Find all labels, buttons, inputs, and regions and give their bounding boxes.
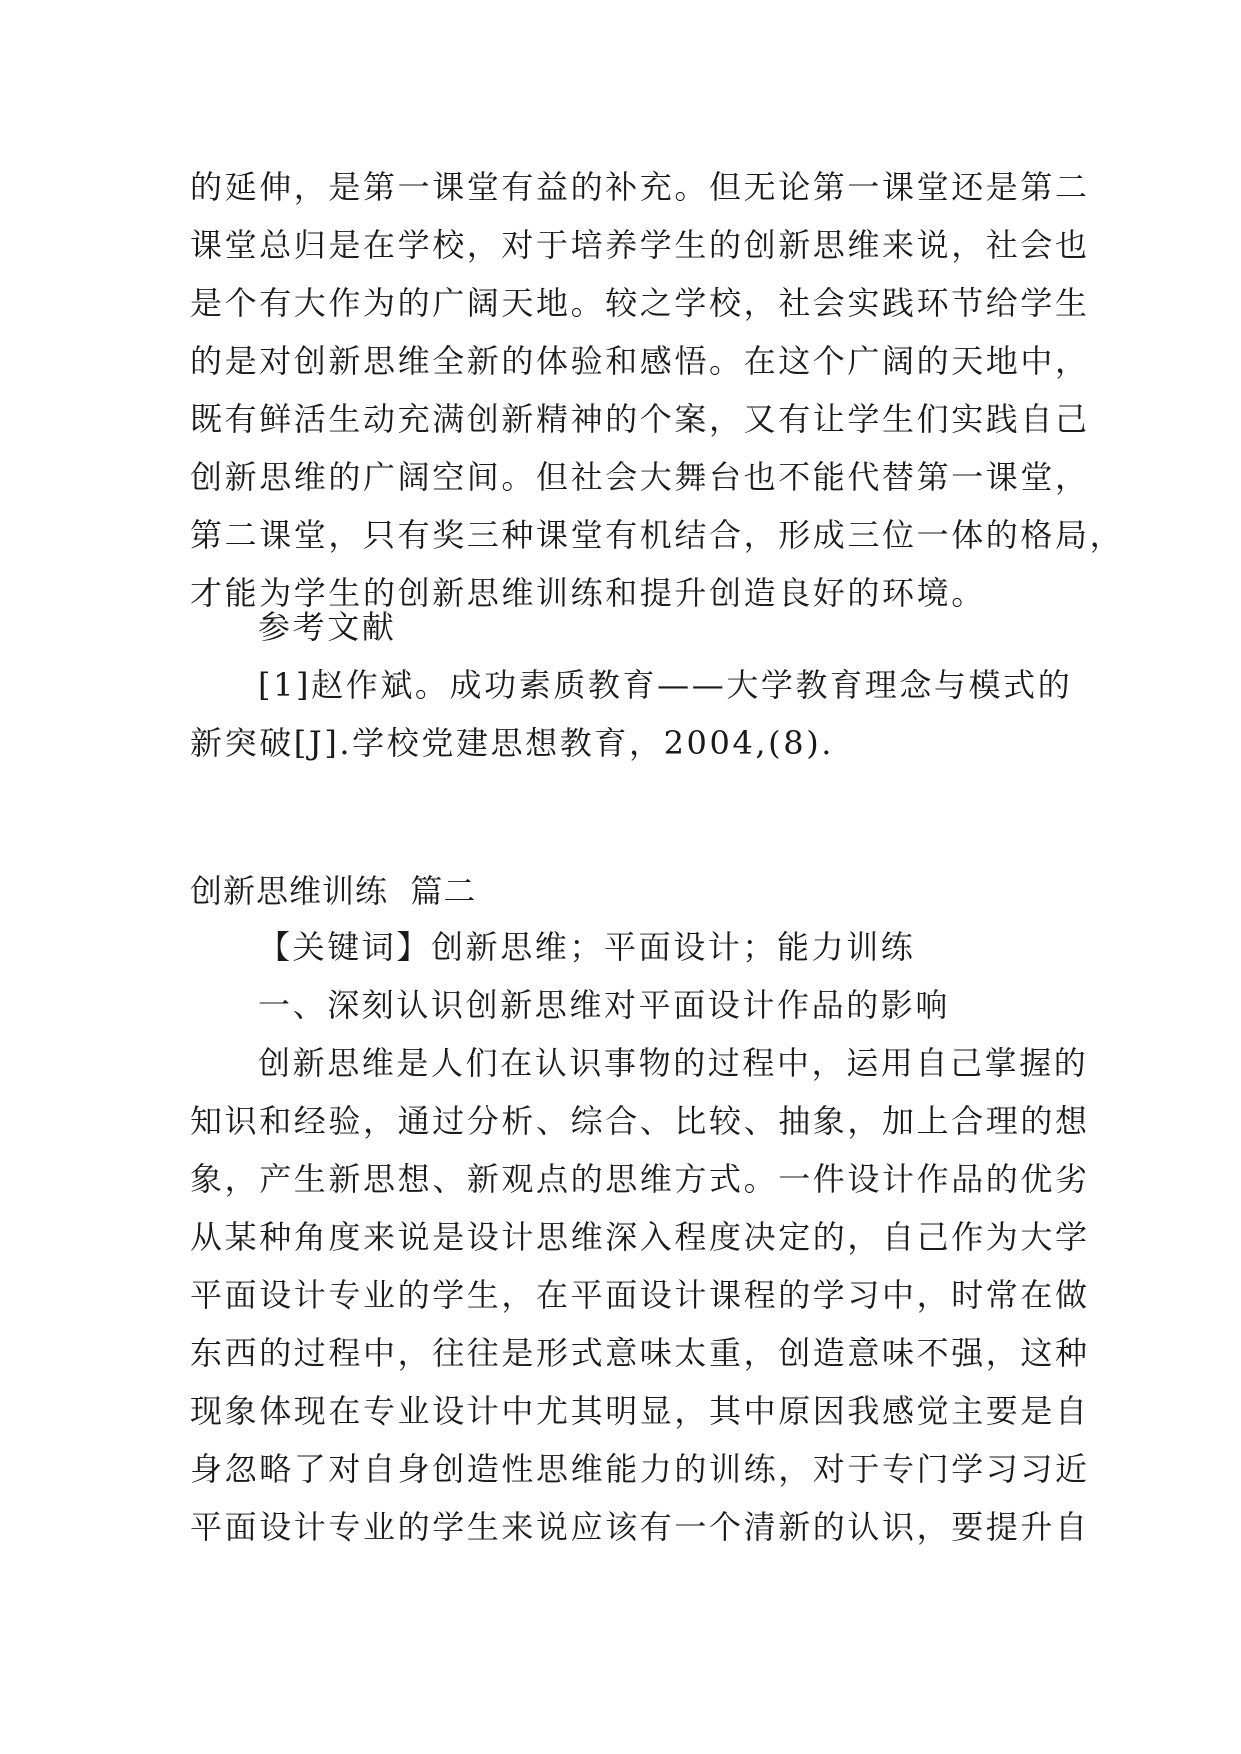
- text-line: 才能为学生的创新思维训练和提升创造良好的环境。: [190, 574, 986, 612]
- text-line: 既有鲜活生动充满创新精神的个案，又有让学生们实践自己: [190, 400, 1090, 438]
- section-2-title-block: [190, 862, 1050, 920]
- paragraph-continuation: [190, 158, 1125, 622]
- keywords-line: 【关键词】创新思维；平面设计；能力训练: [258, 928, 916, 966]
- text-line: 从某种角度来说是设计思维深入程度决定的，自己作为大学: [190, 1218, 1090, 1256]
- section-2-body: [190, 918, 1090, 1556]
- text-line: 平面设计专业的学生来说应该有一个清新的认识，要提升自: [190, 1508, 1090, 1546]
- text-line: 课堂总归是在学校，对于培养学生的创新思维来说，社会也: [190, 226, 1090, 264]
- text-line: 平面设计专业的学生，在平面设计课程的学习中，时常在做: [190, 1276, 1090, 1314]
- subheading: 一、深刻认识创新思维对平面设计作品的影响: [258, 986, 951, 1024]
- section-title: 创新思维训练 篇二: [190, 872, 477, 910]
- text-line: 是个有大作为的广阔天地。较之学校，社会实践环节给学生: [190, 284, 1090, 322]
- reference-item-1-line-1: [1]赵作斌。成功素质教育——大学教育理念与模式的: [258, 666, 1073, 704]
- text-line: 的延伸，是第一课堂有益的补充。但无论第一课堂还是第二: [190, 168, 1090, 206]
- text-line: 的是对创新思维全新的体验和感悟。在这个广阔的天地中，: [190, 342, 1090, 380]
- references-heading: 参考文献: [258, 608, 397, 646]
- text-line: 身忽略了对自身创造性思维能力的训练，对于专门学习习近: [190, 1450, 1090, 1488]
- text-line: 第二课堂，只有奖三种课堂有机结合，形成三位一体的格局，: [190, 516, 1125, 554]
- text-line: 知识和经验，通过分析、综合、比较、抽象，加上合理的想: [190, 1102, 1090, 1140]
- text-line: 东西的过程中，往往是形式意味太重，创造意味不强，这种: [190, 1334, 1090, 1372]
- text-line: 象，产生新思想、新观点的思维方式。一件设计作品的优劣: [190, 1160, 1090, 1198]
- references-section: [190, 598, 1073, 772]
- text-line: 创新思维是人们在认识事物的过程中，运用自己掌握的: [258, 1044, 1089, 1082]
- text-line: 现象体现在专业设计中尤其明显，其中原因我感觉主要是自: [190, 1392, 1090, 1430]
- reference-item-1-line-2: 新突破[J].学校党建思想教育，2004,(8).: [190, 724, 835, 762]
- text-line: 创新思维的广阔空间。但社会大舞台也不能代替第一课堂，: [190, 458, 1090, 496]
